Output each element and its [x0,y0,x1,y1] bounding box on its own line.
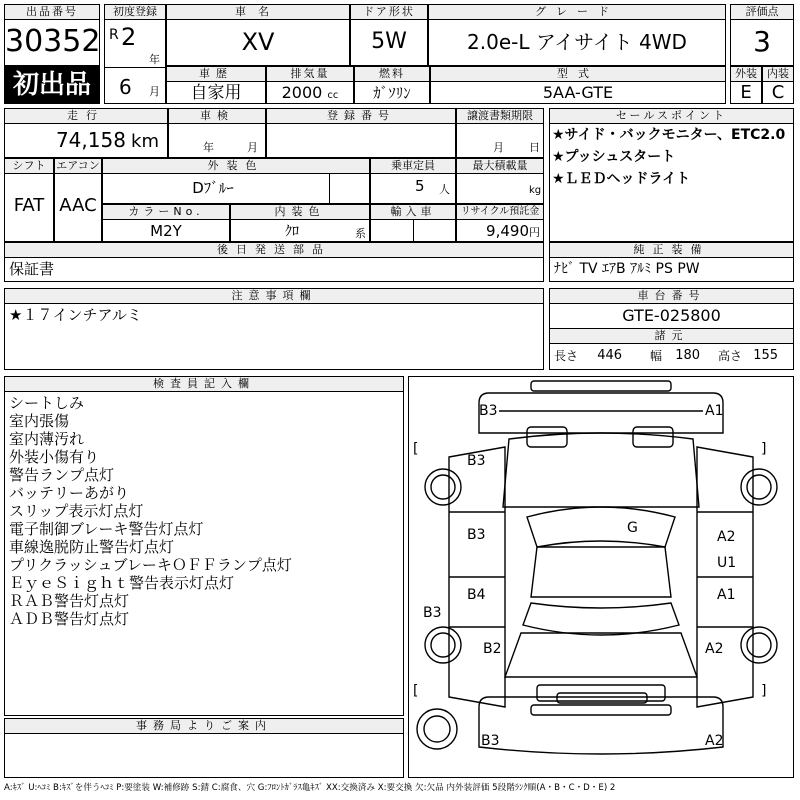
first-reg-cell [104,4,166,104]
mark-right-rear: A2 [705,641,724,657]
ext-color-label: 外装色 [103,159,369,174]
legend: A:ｷｽﾞ U:ﾍｺﾐ B:ｷｽﾞを伴うﾍｺﾐ P:要塗装 W:補修跡 S:錆 C:腐食、穴 G:ﾌﾛﾝﾄｶﾞﾗｽ亀ｷｽﾞ XX:交換済み X:要交換 欠:欠品 内外装評価 5段階ﾗﾝｸ順(A・B・C・D・E) 2 [4,783,616,793]
mark-rear-right: A2 [705,733,724,749]
divider [413,220,414,241]
inspection-cell [168,108,266,158]
later-parts-label: 後日発送部品 [5,243,543,258]
ext-grade: E [740,82,752,103]
later-parts-cell [4,242,544,282]
transfer-month-unit: 月 [493,141,504,154]
chassis-box [549,288,794,370]
car-name: XV [241,28,275,56]
width: 180 [675,348,701,363]
inspector-line: 電子制御ブレーキ警告灯点灯 [9,520,204,538]
length: 446 [597,348,623,363]
inspector-line: ＲＡＢ警告灯点灯 [9,592,130,610]
inspector-line: 外装小傷有り [9,448,100,466]
lot-number-cell [4,4,100,66]
notes-label: 注意事項欄 [5,289,543,304]
door-type: 5W [371,29,407,54]
mark-right-front-door: A2 [717,529,736,545]
sales-point-1: ★サイド・バックモニター、ETC2.0 [552,127,786,143]
lot-number: 30352 [5,24,101,59]
int-grade: C [771,82,785,103]
capacity-unit: 人 [439,183,450,196]
ext-color-cell [102,158,370,204]
inspector-line: シートしみ [9,394,85,412]
color-no-cell [102,204,230,242]
inspector-line: スリップ表示灯点灯 [9,502,144,520]
grade-cell [428,4,726,66]
registration-label: 登録番号 [267,109,455,124]
header-block [4,4,794,104]
bracket-right-rear: ] [761,683,767,699]
door-label: ドア形状 [351,5,427,20]
mark-front-left: B3 [479,403,498,419]
capacity-cell [370,158,456,204]
grade-label: グレード [429,5,725,20]
mileage: 74,158 [55,128,126,152]
mileage-unit: km [131,131,159,152]
mark-roof: G [627,520,638,536]
inspection-month-unit: 月 [247,141,258,154]
reg-year: 2 [121,23,137,51]
recycle-cell [456,204,544,242]
chassis-number: GTE-025800 [550,304,793,329]
first-listing-badge [4,66,100,104]
transfer-deadline-cell [456,108,544,158]
office-notice-label: 事務局よりご案内 [5,719,403,734]
divider [105,67,165,68]
era: R [109,27,119,43]
inspector-line: 警告ランプ点灯 [9,466,115,484]
load-unit: kg [529,185,542,196]
mark-left-rear: B2 [483,641,502,657]
inspector-line: ＥｙｅＳｉｇｈｔ警告表示灯点灯 [9,574,235,592]
chassis-label: 車台番号 [550,289,793,304]
recycle-unit: 円 [529,226,540,239]
ac: AAC [59,195,97,216]
load-cell [456,158,544,204]
sales-point-3: ★ＬＥＤヘッドライト [552,171,691,187]
inspector-line: 車線逸脱防止警告灯点灯 [9,538,175,556]
sales-points-box [549,108,794,242]
ext-grade-cell [730,66,762,104]
shift-label: シフト [5,159,53,174]
mark-rear-left: B3 [481,733,500,749]
office-notice-box [4,718,404,778]
inspector-lines [5,392,403,628]
height: 155 [753,348,779,363]
car-name-label: 車名 [167,5,349,20]
car-diagram [408,376,794,778]
fuel-label: 燃料 [355,67,429,82]
inspector-label: 検査員記入欄 [5,377,403,392]
sales-point-2: ★プッシュスタート [552,149,676,165]
ac-cell [54,158,102,242]
transfer-day-unit: 日 [529,141,540,154]
int-color-label: 内装色 [231,205,369,220]
capacity: 5 [415,177,425,195]
grade: 2.0e-L アイサイト 4WD [467,30,687,54]
history: 自家用 [190,83,242,103]
height-label: 高さ [718,349,743,363]
inspection-year-unit: 年 [203,141,214,154]
model: 5AA-GTE [542,83,614,102]
inspector-notes-box [4,376,404,716]
model-label: 型式 [431,67,725,82]
notes-text: ★１７インチアルミ [9,306,142,324]
divider [329,174,330,203]
mark-hood-left: B3 [467,453,486,469]
capacity-label: 乗車定員 [371,159,455,174]
shift-cell [4,158,54,242]
int-color-cell [230,204,370,242]
dims-label: 諸元 [550,329,793,344]
score-label: 評価点 [731,5,793,20]
transfer-deadline-label: 譲渡書類期限 [457,109,543,124]
history-label: 車歴 [167,67,265,82]
int-label: 内装 [763,67,793,82]
int-color: ｸﾛ [285,224,299,240]
later-parts: 保証書 [9,260,55,278]
bracket-left-rear: [ [413,683,419,699]
ext-color: Dﾌﾞﾙｰ [192,179,234,197]
model-cell [430,66,726,104]
inspector-line: 室内薄汚れ [9,430,85,448]
score: 3 [753,25,771,58]
length-label: 長さ [554,349,579,363]
inspection-label: 車検 [169,109,265,124]
bracket-left-front: [ [413,441,419,457]
year-unit: 年 [149,53,160,66]
inspector-line: ＡＤＢ警告灯点灯 [9,610,130,628]
mark-right-u: U1 [717,555,737,571]
color-no: M2Y [150,222,182,240]
int-grade-cell [762,66,794,104]
door-cell [350,4,428,66]
inspector-line: バッテリーあがり [9,484,130,502]
equipment-label: 純正装備 [550,243,793,258]
import-cell [370,204,456,242]
car-diagram-svg [409,377,793,777]
color-no-label: カラーNo. [103,205,229,220]
import-label: 輸入車 [371,205,455,220]
int-color-suffix: 系 [355,227,366,240]
history-cell [166,66,266,104]
displacement-cell [266,66,354,104]
mark-front-right: A1 [705,403,724,419]
width-label: 幅 [650,349,663,363]
ext-label: 外装 [731,67,761,82]
shift: FAT [13,195,45,216]
first-listing-text: 初出品 [12,70,91,100]
bracket-right-front: ] [761,441,767,457]
equipment-box [549,242,794,282]
vehicle-details-block [4,108,544,282]
registration-cell [266,108,456,158]
recycle-fee: 9,490 [486,222,529,240]
equipment: ﾅﾋﾞ TV ｴｱB ｱﾙﾐ PS PW [554,261,700,277]
inspector-line: プリクラッシュブレーキＯＦＦランプ点灯 [9,556,292,574]
car-name-cell [166,4,350,66]
first-reg-label: 初度登録 [105,5,165,20]
score-cell [730,4,794,66]
reg-month: 6 [119,75,132,99]
mark-left-front-door: B3 [467,527,486,543]
load-label: 最大積載量 [457,159,543,174]
mark-left-rear-door: B4 [467,587,486,603]
mileage-cell [4,108,168,158]
lot-number-label: 出品番号 [5,5,99,20]
mileage-label: 走行 [5,109,167,124]
mark-left-fender: B3 [423,605,442,621]
displacement-unit: cc [327,90,339,101]
mark-right-rear-door: A1 [717,587,736,603]
fuel-cell [354,66,430,104]
month-unit: 月 [149,85,160,98]
sales-points-label: セールスポイント [550,109,793,124]
displacement: 2000 [281,83,323,102]
recycle-label: リサイクル預託金 [457,205,543,220]
fuel: ｶﾞｿﾘﾝ [373,84,411,102]
ac-label: エアコン [56,159,100,172]
displacement-label: 排気量 [267,67,353,82]
notes-box [4,288,544,370]
inspector-line: 室内張傷 [9,412,70,430]
